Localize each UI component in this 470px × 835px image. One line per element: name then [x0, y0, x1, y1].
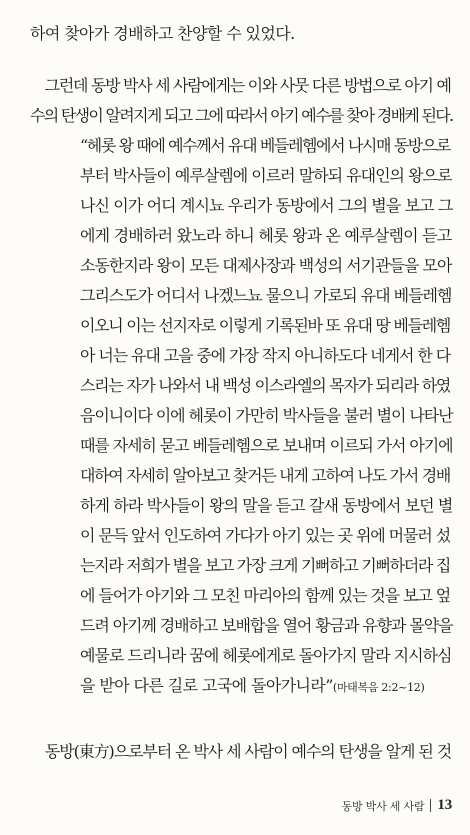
quote-line: 소동한지라 왕이 모든 대제사장과 백성의 서기관들을 모아 — [80, 256, 452, 275]
running-title: 동방 박사 세 사람 — [341, 799, 425, 813]
quote-line: 예물로 드리니라 꿈에 헤롯에게로 돌아가지 말라 지시하심 — [80, 646, 452, 665]
quote-line: 스리는 자가 나와서 내 백성 이스라엘의 목자가 되리라 하였 — [80, 376, 451, 395]
page-footer — [342, 797, 452, 814]
scripture-citation: (마태복음 2:2~12) — [332, 681, 425, 694]
quote-last-text: 을 받아 다른 길로 고국에 돌아가니라” — [80, 676, 333, 695]
quote-line: 이오니 이는 선지자로 이렇게 기록된바 또 유대 땅 베들레헴 — [80, 316, 451, 335]
quote-line: 나신 이가 어디 계시뇨 우리가 동방에서 그의 별을 보고 그 — [80, 196, 453, 215]
quote-line: 아 너는 유대 고을 중에 가장 작지 아니하도다 네게서 한 다 — [80, 346, 451, 365]
quote-line: 에게 경배하러 왔노라 하니 헤롯 왕과 온 예루살렘이 듣고 — [80, 226, 452, 245]
quote-line: 드려 아기께 경배하고 보배합을 열어 황금과 유향과 몰약을 — [80, 616, 453, 635]
paragraph2-line: 그런데 동방 박사 세 사람에게는 이와 사뭇 다른 방법으로 아기 예 — [30, 76, 451, 95]
quote-line: 대하여 자세히 알아보고 찾거든 내게 고하여 나도 가서 경배 — [80, 466, 451, 485]
quote-line: “헤롯 왕 때에 예수께서 유대 베들레헴에서 나시매 동방으로 — [80, 136, 450, 155]
quote-line: 이 문득 앞서 인도하여 가다가 아기 있는 곳 위에 머물러 섰 — [80, 526, 451, 545]
quote-line: 는지라 저희가 별을 보고 가장 크게 기뻐하고 기뻐하더라 집 — [80, 556, 451, 575]
quote-last-line — [80, 676, 424, 698]
quote-line: 그리스도가 어디서 나겠느뇨 물으니 가로되 유대 베들레헴 — [80, 286, 452, 305]
quote-line: 부터 박사들이 예루살렘에 이르러 말하되 유대인의 왕으로 — [80, 166, 452, 185]
quote-line: 때를 자세히 묻고 베들레헴으로 보내며 이르되 가서 아기에 — [80, 436, 453, 455]
quote-line: 에 들어가 아기와 그 모친 마리아의 함께 있는 것을 보고 엎 — [80, 586, 451, 605]
quote-line: 하게 하라 박사들이 왕의 말을 듣고 갈새 동방에서 보던 별 — [80, 496, 453, 515]
paragraph1-line: 하여 찾아가 경배하고 찬양할 수 있었다. — [30, 24, 295, 43]
paragraph2-line: 수의 탄생이 알려지게 되고 그에 따라서 아기 예수를 찾아 경배케 된다. — [30, 106, 453, 125]
page-number: 13 — [437, 797, 452, 813]
paragraph3-line: 동방(東方)으로부터 온 박사 세 사람이 예수의 탄생을 알게 된 것 — [30, 742, 452, 761]
quote-line: 음이니이다 이에 헤롯이 가만히 박사들을 불러 별이 나타난 — [80, 406, 453, 425]
footer-divider — [430, 799, 431, 812]
